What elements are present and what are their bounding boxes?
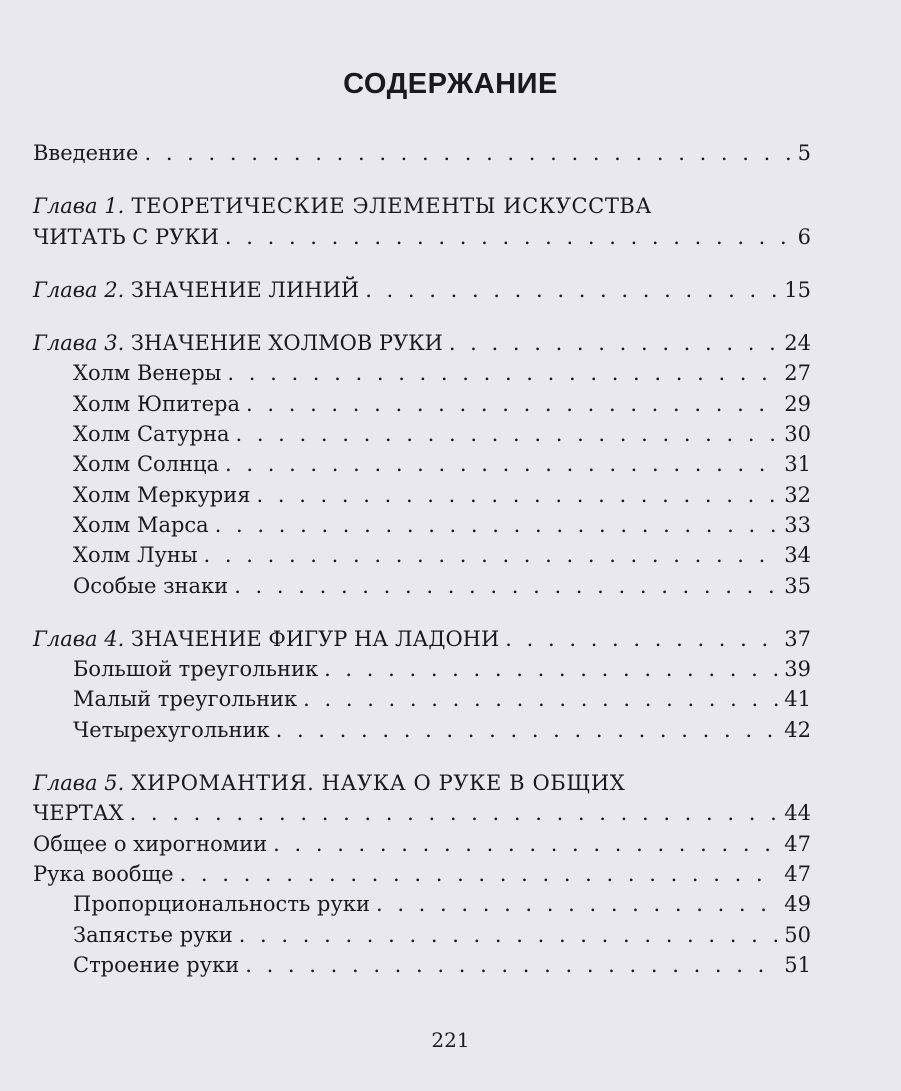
toc-item-label: Пропорциональность руки	[73, 892, 370, 917]
leader-dots	[376, 889, 778, 919]
toc-item-page: 41	[784, 687, 811, 712]
toc-chapter-1[interactable]	[33, 191, 811, 252]
leader-dots	[225, 449, 778, 479]
leader-dots	[227, 358, 778, 388]
leader-dots	[234, 571, 778, 601]
leader-dots	[204, 540, 779, 570]
chapter-title-continued: ЧЕРТАХ	[33, 801, 124, 826]
toc-chapter-4[interactable]	[33, 624, 811, 654]
toc-item[interactable]	[33, 859, 811, 889]
toc-item[interactable]	[33, 540, 811, 570]
chapter-prefix: Глава 4.	[33, 626, 125, 651]
toc-item[interactable]	[33, 480, 811, 510]
chapter-prefix: Глава 2.	[33, 277, 125, 302]
chapter-title: ТЕОРЕТИЧЕСКИЕ ЭЛЕМЕНТЫ ИСКУССТВА	[124, 194, 652, 219]
toc-item-page: 30	[784, 422, 811, 447]
toc-chapter-3[interactable]	[33, 328, 811, 358]
toc-item-label: Запястье руки	[73, 922, 233, 947]
leader-dots	[324, 654, 778, 684]
toc-item-page: 47	[784, 861, 811, 886]
toc-item-label: Холм Юпитера	[73, 391, 241, 416]
toc-item-page: 39	[784, 657, 811, 682]
toc-item-page: 27	[784, 361, 811, 386]
leader-dots	[246, 389, 778, 419]
toc-item[interactable]	[33, 715, 811, 745]
leader-dots	[239, 920, 779, 950]
toc-item-page: 32	[784, 482, 811, 507]
toc-item[interactable]	[33, 389, 811, 419]
toc-item-page: 29	[784, 391, 811, 416]
toc-entry-page: 5	[797, 141, 811, 165]
toc-entry-page: 24	[784, 331, 811, 356]
leader-dots	[235, 419, 778, 449]
table-of-contents	[33, 138, 811, 980]
toc-item-label: Особые знаки	[73, 573, 229, 598]
chapter-title: ЗНАЧЕНИЕ ФИГУР НА ЛАДОНИ	[124, 626, 500, 651]
toc-item[interactable]	[33, 950, 811, 980]
toc-item-page: 42	[784, 717, 811, 742]
toc-entry-page: 37	[784, 626, 811, 651]
toc-item[interactable]	[33, 654, 811, 684]
toc-item-label: Холм Солнца	[73, 452, 220, 477]
toc-item[interactable]	[33, 358, 811, 388]
toc-entry-page: 15	[784, 277, 811, 302]
toc-item-page: 51	[784, 952, 811, 977]
chapter-prefix: Глава 3.	[33, 331, 125, 356]
leader-dots	[130, 798, 779, 828]
toc-item[interactable]	[33, 449, 811, 479]
toc-item-label: Общее о хирогномии	[33, 831, 268, 856]
toc-item-label: Холм Меркурия	[73, 482, 251, 507]
page-number: 221	[431, 1028, 470, 1052]
toc-item-label: Холм Венеры	[73, 361, 222, 386]
toc-item-page: 33	[784, 512, 811, 537]
leader-dots	[449, 328, 778, 358]
toc-item-page: 31	[784, 452, 811, 477]
toc-entry-page: 44	[784, 801, 811, 826]
toc-item-page: 49	[784, 892, 811, 917]
leader-dots	[180, 859, 779, 889]
leader-dots	[257, 480, 779, 510]
toc-item-page: 35	[784, 573, 811, 598]
leader-dots	[245, 950, 778, 980]
chapter-title: ЗНАЧЕНИЕ ЛИНИЙ	[124, 277, 360, 302]
toc-item-page: 34	[784, 543, 811, 568]
page-title: СОДЕРЖАНИЕ	[343, 68, 558, 100]
leader-dots	[505, 624, 778, 654]
toc-item[interactable]	[33, 920, 811, 950]
toc-item-page: 47	[784, 831, 811, 856]
toc-item-page: 50	[784, 922, 811, 947]
chapter-title-continued: ЧИТАТЬ С РУКИ	[33, 224, 219, 249]
toc-item-label: Большой треугольник	[73, 657, 319, 682]
toc-item-label: Малый треугольник	[73, 687, 298, 712]
toc-entry-intro[interactable]	[33, 138, 811, 168]
leader-dots	[303, 684, 778, 714]
chapter-prefix: Глава 5.	[33, 771, 125, 796]
toc-item[interactable]	[33, 829, 811, 859]
leader-dots	[273, 829, 778, 859]
toc-item[interactable]	[33, 510, 811, 540]
toc-entry-page: 6	[797, 224, 811, 249]
leader-dots	[276, 715, 779, 745]
toc-item-label: Рука вообще	[33, 861, 174, 886]
chapter-title: ЗНАЧЕНИЕ ХОЛМОВ РУКИ	[124, 331, 443, 356]
toc-item-label: Холм Марса	[73, 512, 209, 537]
toc-entry-label: Введение	[33, 141, 139, 165]
chapter-prefix: Глава 1.	[33, 194, 125, 219]
toc-item[interactable]	[33, 571, 811, 601]
toc-item[interactable]	[33, 419, 811, 449]
toc-item[interactable]	[33, 684, 811, 714]
toc-chapter-2[interactable]	[33, 275, 811, 305]
leader-dots	[365, 275, 778, 305]
leader-dots	[144, 138, 791, 168]
leader-dots	[215, 510, 779, 540]
toc-item-label: Холм Сатурна	[73, 422, 230, 447]
toc-item-label: Четырехугольник	[73, 717, 270, 742]
chapter-title: ХИРОМАНТИЯ. НАУКА О РУКЕ В ОБЩИХ	[124, 771, 626, 796]
toc-item[interactable]	[33, 889, 811, 919]
leader-dots	[225, 222, 792, 252]
toc-chapter-5[interactable]	[33, 768, 811, 829]
toc-item-label: Строение руки	[73, 952, 240, 977]
toc-item-label: Холм Луны	[73, 543, 198, 568]
